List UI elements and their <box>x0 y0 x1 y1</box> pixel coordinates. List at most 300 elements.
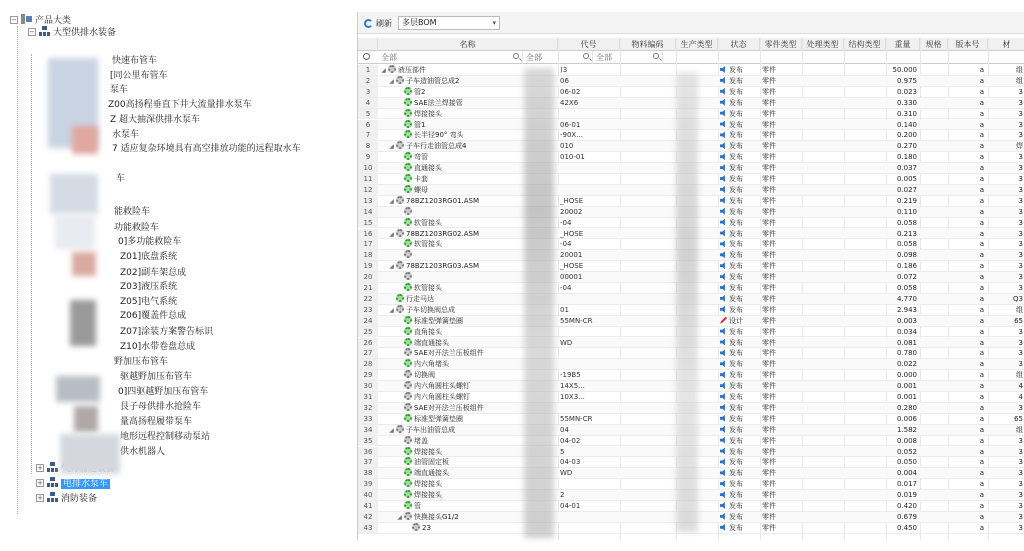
material-text: 65 <box>1014 316 1023 325</box>
weight <box>886 392 920 402</box>
weight <box>886 501 920 511</box>
row-number <box>358 130 378 140</box>
column-header-material-code[interactable]: 物料编码 <box>620 38 676 51</box>
material <box>988 120 1024 130</box>
row-number <box>358 338 378 348</box>
material-text: 3 <box>1018 196 1023 205</box>
material-filter-input[interactable]: 全部 <box>593 51 663 64</box>
material-text: 组 <box>1016 425 1023 434</box>
version-text: a <box>979 447 984 456</box>
tree-node[interactable] <box>112 54 157 68</box>
tree-node[interactable] <box>118 385 208 399</box>
part-code-text: _HOSE <box>560 196 584 205</box>
row-number <box>358 109 378 119</box>
status-label: 发布 <box>729 66 743 74</box>
part-type-text: 零件 <box>762 76 776 85</box>
status-cell <box>718 348 758 358</box>
row-number-text: 30 <box>363 382 373 391</box>
version-text: a <box>979 175 984 183</box>
status-label: 发布 <box>729 164 743 173</box>
part-code <box>558 185 600 195</box>
column-header-weight[interactable]: 重量 <box>886 38 920 51</box>
part-type <box>760 490 798 500</box>
status-label: 发布 <box>729 284 743 292</box>
tree-node-label: 消防装备 <box>61 494 98 504</box>
collapse-icon[interactable]: ◢ <box>389 263 394 271</box>
material <box>988 457 1024 467</box>
tree-node-label: Z01]底盘系统 <box>120 252 178 262</box>
status-label: 发布 <box>729 207 743 216</box>
material <box>988 109 1024 119</box>
version-text: a <box>979 164 984 173</box>
material-text: 3 <box>1018 262 1023 271</box>
assembly-gear-icon <box>396 261 404 269</box>
part-type <box>760 98 798 108</box>
part-type <box>760 218 798 228</box>
part-gear-icon <box>404 338 412 346</box>
tree-node[interactable] <box>116 172 125 186</box>
part-type <box>760 305 798 315</box>
tree-node[interactable] <box>120 295 177 309</box>
part-code <box>558 403 600 413</box>
row-number <box>358 98 378 108</box>
row-number-text: 1 <box>365 66 371 74</box>
weight <box>886 65 920 75</box>
part-type-text: 零件 <box>762 480 776 489</box>
weight-text: 0.280 <box>896 403 917 412</box>
column-header-process-type[interactable]: 处理类型 <box>802 38 844 51</box>
status-label: 发布 <box>729 512 743 521</box>
version-text: a <box>979 284 984 292</box>
status-label: 发布 <box>729 98 743 107</box>
tree-node-label: 大型供排水装备 <box>53 28 117 38</box>
part-type <box>760 479 798 489</box>
tree-node[interactable] <box>120 280 177 294</box>
tree-node-label: Z00高扬程垂直下井大流量排水泵车 <box>108 100 252 110</box>
speaker-icon <box>720 164 727 171</box>
status-cell <box>718 468 758 478</box>
part-code-text: -04 <box>560 284 572 292</box>
part-code-text: 06-01 <box>560 120 581 129</box>
part-type-text: 零件 <box>762 512 776 521</box>
status-cell <box>718 76 758 86</box>
part-type <box>760 403 798 413</box>
material-text: 3 <box>1018 273 1023 282</box>
tree-node[interactable] <box>120 309 186 323</box>
part-gear-icon <box>404 218 412 226</box>
status-cell <box>718 272 758 282</box>
speaker-icon <box>720 121 727 128</box>
search-icon <box>583 53 589 59</box>
weight <box>886 425 920 435</box>
version <box>948 381 988 391</box>
material-text: 3 <box>1018 218 1023 227</box>
part-name: 子车行走油管总成4 <box>406 142 467 151</box>
tree-node[interactable] <box>114 205 150 219</box>
version <box>948 447 988 457</box>
tree-node[interactable] <box>120 266 186 280</box>
tree-node[interactable] <box>120 445 165 459</box>
part-code-text: 20001 <box>560 251 583 260</box>
status-cell <box>718 283 758 293</box>
status-cell <box>718 196 758 206</box>
material-text: 3 <box>1018 447 1023 456</box>
row-number-header <box>358 38 378 51</box>
weight-text: 0.050 <box>896 458 917 467</box>
part-type <box>760 141 798 151</box>
collapse-icon[interactable]: ◢ <box>389 230 394 238</box>
part-type <box>760 447 798 457</box>
version-text: a <box>979 371 984 380</box>
tree-node[interactable] <box>120 400 201 414</box>
row-number <box>358 76 378 86</box>
weight-text: 0.213 <box>896 229 917 238</box>
status-label: 发布 <box>729 403 743 412</box>
part-type-text: 零件 <box>762 87 776 96</box>
part-name: 标准型弹簧垫圈 <box>414 414 463 423</box>
weight <box>886 152 920 162</box>
weight <box>886 261 920 271</box>
part-name: 焊接接头 <box>414 480 442 489</box>
tree-node[interactable] <box>110 69 168 83</box>
speaker-icon <box>720 328 727 335</box>
row-number-text: 5 <box>365 109 371 118</box>
weight <box>886 250 920 260</box>
speaker-icon <box>720 371 727 378</box>
part-gear-icon <box>404 316 412 324</box>
tree-node[interactable] <box>114 221 159 235</box>
tree-node[interactable] <box>114 355 168 369</box>
row-number-text: 22 <box>363 294 373 303</box>
part-name: 管2 <box>414 87 426 96</box>
version-text: a <box>979 142 984 151</box>
tree-node[interactable] <box>36 492 97 506</box>
assembly-gear-icon <box>396 141 404 149</box>
material <box>988 468 1024 478</box>
part-gear-icon <box>404 98 412 106</box>
speaker-icon <box>720 360 727 367</box>
search-icon <box>513 53 519 59</box>
speaker-icon <box>720 426 727 433</box>
part-code <box>558 130 600 140</box>
weight <box>886 403 920 413</box>
part-type-text: 零件 <box>762 403 776 412</box>
tree-node[interactable] <box>120 325 213 339</box>
part-type <box>760 272 798 282</box>
weight-text: 0.004 <box>896 469 917 478</box>
part-name: 端直通接头 <box>414 338 449 347</box>
part-code <box>558 120 600 130</box>
status-cell <box>718 490 758 500</box>
version <box>948 316 988 326</box>
version <box>948 327 988 337</box>
row-number-text: 24 <box>363 316 373 325</box>
tree-node[interactable] <box>120 340 195 354</box>
part-name: 子车切换阀总成 <box>406 305 455 314</box>
material <box>988 185 1024 195</box>
weight <box>886 76 920 86</box>
assembly-gear-icon <box>404 392 412 400</box>
speaker-icon <box>720 110 727 117</box>
weight-text: 2.943 <box>896 305 917 314</box>
row-number-text: 36 <box>363 447 373 456</box>
part-type-text: 零件 <box>762 458 776 467</box>
collapse-icon[interactable]: ◢ <box>381 67 386 74</box>
version <box>948 370 988 380</box>
row-number-text: 33 <box>363 414 373 423</box>
weight-text: 0.017 <box>896 480 917 489</box>
column-header-spec[interactable]: 规格 <box>920 38 948 51</box>
weight <box>886 479 920 489</box>
material <box>988 403 1024 413</box>
material-text: 3 <box>1018 349 1023 358</box>
part-code <box>558 436 600 446</box>
expand-icon[interactable]: + <box>37 494 43 502</box>
part-name: 78BZ1203RG02.ASM <box>406 229 480 238</box>
assembly-gear-icon <box>404 381 412 389</box>
part-type <box>760 152 798 162</box>
assembly-gear-icon <box>388 65 396 73</box>
version <box>948 120 988 130</box>
version-text: a <box>979 349 984 358</box>
version-text: a <box>979 262 984 271</box>
material <box>988 523 1024 533</box>
tree-node[interactable] <box>28 26 116 40</box>
material <box>988 76 1024 86</box>
org-icon <box>47 462 58 472</box>
code-filter-input[interactable]: 全部 <box>523 51 593 64</box>
expand-icon[interactable]: + <box>37 464 43 472</box>
row-number-text: 16 <box>363 229 373 238</box>
weight-text: 0.003 <box>896 316 917 325</box>
material <box>988 414 1024 424</box>
status-label: 发布 <box>729 436 743 445</box>
weight-text: 0.058 <box>896 240 917 249</box>
weight-text: 0.780 <box>896 349 917 358</box>
version-text: a <box>979 425 984 434</box>
name-filter-input[interactable]: 全部 <box>378 51 523 64</box>
part-name: 焊接接头 <box>414 109 442 118</box>
collapse-icon[interactable]: ◢ <box>389 426 394 434</box>
row-number <box>358 414 378 424</box>
material-text: 3 <box>1018 458 1023 467</box>
version-text: a <box>979 294 984 303</box>
tree-node[interactable] <box>120 370 192 384</box>
part-name: 软管接头 <box>414 284 442 292</box>
tree-node-label: Z03]液压系统 <box>120 282 178 292</box>
column-header-code[interactable]: 代号 <box>558 38 620 51</box>
tree-node-label: Z07]涂装方案警告标识 <box>120 327 214 337</box>
status-label: 发布 <box>729 175 743 183</box>
weight-text: 0.008 <box>896 436 917 445</box>
column-header-structure-type[interactable]: 结构类型 <box>844 38 886 51</box>
version-text: a <box>979 523 984 532</box>
tree-node[interactable] <box>112 142 301 156</box>
status-cell <box>718 403 758 413</box>
row-number-text: 32 <box>363 403 373 412</box>
column-header-material[interactable]: 材 <box>1002 40 1011 49</box>
tree-node[interactable] <box>120 430 210 444</box>
version-text: a <box>979 469 984 478</box>
row-number <box>358 185 378 195</box>
status-cell <box>718 447 758 457</box>
part-name: 直角接头 <box>414 327 442 336</box>
bom-view-select[interactable] <box>398 16 500 30</box>
part-gear-icon <box>404 457 412 465</box>
version <box>948 152 988 162</box>
speaker-icon <box>720 437 727 444</box>
weight <box>886 436 920 446</box>
status-label: 发布 <box>729 414 743 423</box>
speaker-icon <box>720 219 727 226</box>
tree-node-label: 泵车 <box>110 85 129 95</box>
material <box>988 479 1024 489</box>
row-number-text: 42 <box>363 512 373 521</box>
speaker-icon <box>720 284 727 291</box>
material-text: 65 <box>1014 414 1023 423</box>
assembly-gear-icon <box>404 436 412 444</box>
part-name: 卡套 <box>414 175 428 183</box>
row-number <box>358 316 378 326</box>
refresh-icon <box>364 19 373 28</box>
speaker-icon <box>720 99 727 106</box>
status-label: 发布 <box>729 76 743 85</box>
column-header-name[interactable]: 名称 <box>378 38 558 51</box>
tree-node[interactable] <box>120 250 177 264</box>
part-type-text: 零件 <box>762 207 776 216</box>
material-text: 3 <box>1018 109 1023 118</box>
material-text: 3 <box>1018 98 1023 107</box>
version <box>948 272 988 282</box>
weight <box>886 348 920 358</box>
expand-icon[interactable]: + <box>37 479 43 487</box>
row-number <box>358 174 378 184</box>
part-type <box>760 425 798 435</box>
part-type <box>760 512 798 522</box>
speaker-icon <box>720 142 727 149</box>
column-header-production-type[interactable]: 生产类型 <box>676 38 718 51</box>
collapse-icon[interactable]: − <box>11 16 17 24</box>
collapse-icon[interactable]: ◢ <box>397 513 402 521</box>
status-label: 发布 <box>729 382 743 391</box>
part-code <box>558 316 600 326</box>
tree-node[interactable] <box>120 415 192 429</box>
tree-node[interactable] <box>118 235 181 249</box>
tree-node[interactable] <box>36 477 110 491</box>
part-type-text: 零件 <box>762 284 776 292</box>
collapse-icon[interactable]: ◢ <box>389 77 394 85</box>
part-code-text: WD <box>560 469 573 478</box>
tree-node[interactable] <box>110 113 200 127</box>
column-header-status[interactable]: 状态 <box>718 38 760 51</box>
part-code-text: 10X3... <box>560 393 585 401</box>
version-text: a <box>979 251 984 260</box>
status-cell <box>718 261 758 271</box>
version <box>948 87 988 97</box>
collapse-icon[interactable]: ◢ <box>389 197 394 205</box>
part-type <box>760 174 798 184</box>
weight <box>886 457 920 467</box>
column-header-part-type[interactable]: 零件类型 <box>760 38 802 51</box>
tree-node[interactable] <box>110 83 128 97</box>
tree-node[interactable] <box>108 98 252 112</box>
part-code <box>558 294 600 304</box>
version <box>948 425 988 435</box>
part-gear-icon <box>404 447 412 455</box>
part-code <box>558 76 600 86</box>
part-code-text: 55MN-CR <box>560 316 593 325</box>
part-type <box>760 523 798 533</box>
column-header-version[interactable]: 版本号 <box>948 38 988 51</box>
version <box>948 130 988 140</box>
version <box>948 468 988 478</box>
speaker-icon <box>720 491 727 498</box>
material-text: 焊 <box>1016 142 1023 151</box>
row-number <box>358 381 378 391</box>
weight-text: 0.027 <box>896 185 917 194</box>
material <box>988 250 1024 260</box>
grid-toolbar <box>358 12 1024 34</box>
version <box>948 414 988 424</box>
material-text: 4 <box>1018 382 1023 391</box>
assembly-gear-icon <box>412 523 420 531</box>
status-cell <box>718 381 758 391</box>
part-code <box>558 283 600 293</box>
weight <box>886 174 920 184</box>
material-text: 3 <box>1018 185 1023 194</box>
part-code <box>558 523 600 533</box>
status-cell <box>718 98 758 108</box>
material <box>988 87 1024 97</box>
weight-text: 0.200 <box>896 131 917 140</box>
status-cell <box>718 512 758 522</box>
tree-node-label: 快速布管车 <box>112 56 158 66</box>
collapse-icon[interactable]: ◢ <box>389 306 394 314</box>
collapse-icon[interactable]: − <box>29 28 35 36</box>
version <box>948 338 988 348</box>
version-text: a <box>979 414 984 423</box>
weight <box>886 283 920 293</box>
part-type <box>760 65 798 75</box>
version <box>948 76 988 86</box>
material-text: 3 <box>1018 240 1023 249</box>
part-name: 软管接头 <box>414 240 442 249</box>
part-type <box>760 130 798 140</box>
tree-node[interactable] <box>112 128 139 142</box>
weight <box>886 447 920 457</box>
row-number-text: 8 <box>365 142 371 151</box>
row-number <box>358 403 378 413</box>
part-type-text: 零件 <box>762 502 776 510</box>
version-text: a <box>979 305 984 314</box>
tree-node-label: 7 适应复杂环境具有高空排放功能的远程取水车 <box>112 144 301 154</box>
collapse-icon[interactable]: ◢ <box>389 143 394 151</box>
refresh-button[interactable] <box>364 17 392 30</box>
part-code-text: 20002 <box>560 207 583 216</box>
status-cell <box>718 436 758 446</box>
row-number <box>358 207 378 217</box>
part-name: 堵盖 <box>414 436 428 445</box>
product-category-tree[interactable] <box>0 14 345 514</box>
row-number-text: 43 <box>363 523 373 532</box>
weight <box>886 120 920 130</box>
status-cell <box>718 305 758 315</box>
part-name: 子车造油管总成2 <box>406 76 460 85</box>
version <box>948 392 988 402</box>
assembly-gear-icon <box>396 196 404 204</box>
material-text: 4 <box>1018 393 1023 401</box>
weight-text: 0.219 <box>896 196 917 205</box>
